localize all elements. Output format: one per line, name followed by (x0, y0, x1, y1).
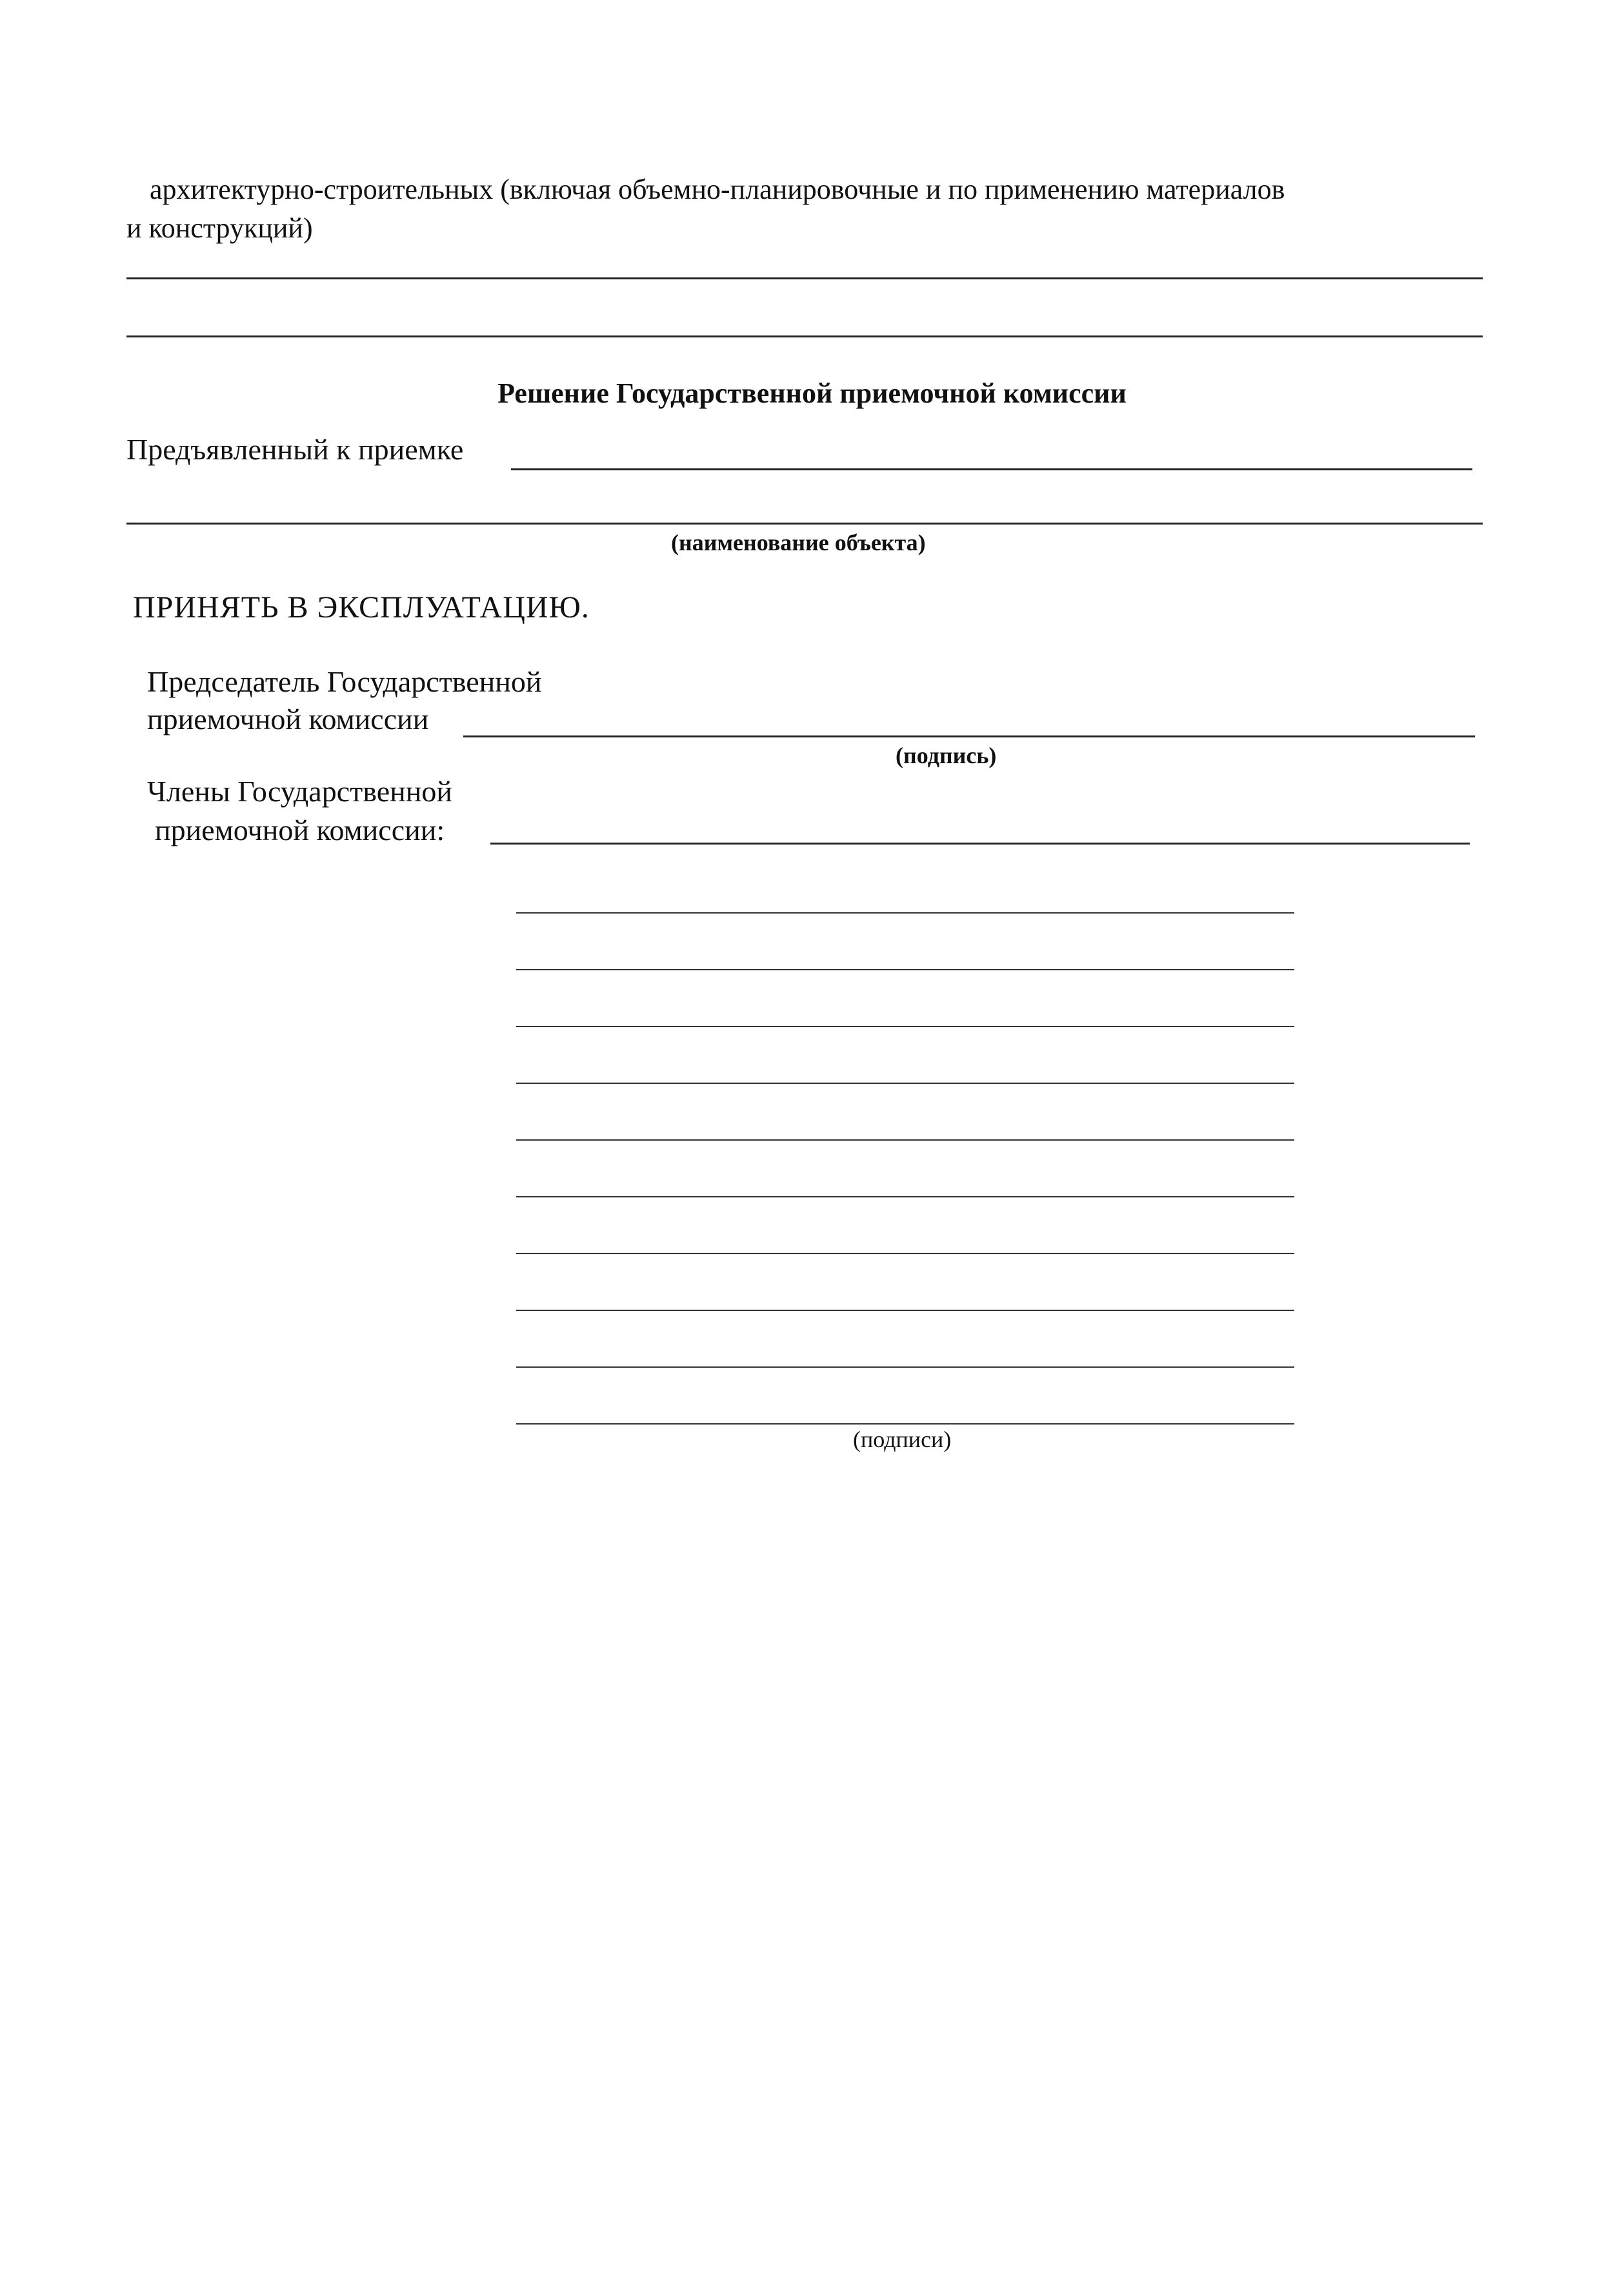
member-signature-line[interactable] (516, 912, 1294, 914)
member-signature-line[interactable] (516, 1196, 1294, 1197)
members-first-signature-line[interactable] (490, 843, 1470, 845)
members-label-line-1: Члены Государственной (147, 775, 452, 808)
member-signature-line[interactable] (516, 1366, 1294, 1368)
object-name-line[interactable] (126, 523, 1483, 525)
decision-heading: Решение Государственной приемочной комиссии (497, 377, 1127, 409)
chairman-label-line-1: Председатель Государственной (147, 665, 542, 698)
member-signature-line[interactable] (516, 1139, 1294, 1141)
accept-statement: ПРИНЯТЬ В ЭКСПЛУАТАЦИЮ. (133, 590, 590, 625)
member-signature-line[interactable] (516, 1026, 1294, 1027)
chairman-signature-line[interactable] (463, 735, 1475, 737)
intro-line-2: и конструкций) (126, 212, 313, 244)
object-name-caption: (наименование объекта) (671, 530, 926, 555)
presented-object-line[interactable] (511, 468, 1472, 470)
chairman-label-line-2: приемочной комиссии (147, 703, 429, 735)
member-signature-line[interactable] (516, 1083, 1294, 1084)
blank-line-1[interactable] (126, 277, 1483, 279)
presented-label: Предъявленный к приемке (126, 433, 464, 466)
blank-line-2[interactable] (126, 335, 1483, 337)
member-signature-line[interactable] (516, 969, 1294, 970)
member-signature-line[interactable] (516, 1423, 1294, 1425)
intro-line-1: архитектурно-строительных (включая объемно-планировочные и по применению материалов (150, 174, 1285, 205)
member-signature-line[interactable] (516, 1253, 1294, 1254)
member-signature-line[interactable] (516, 1310, 1294, 1311)
chairman-signature-caption: (подпись) (896, 743, 997, 768)
members-signatures-caption: (подписи) (853, 1426, 952, 1452)
members-label-line-2: приемочной комиссии: (155, 814, 445, 846)
